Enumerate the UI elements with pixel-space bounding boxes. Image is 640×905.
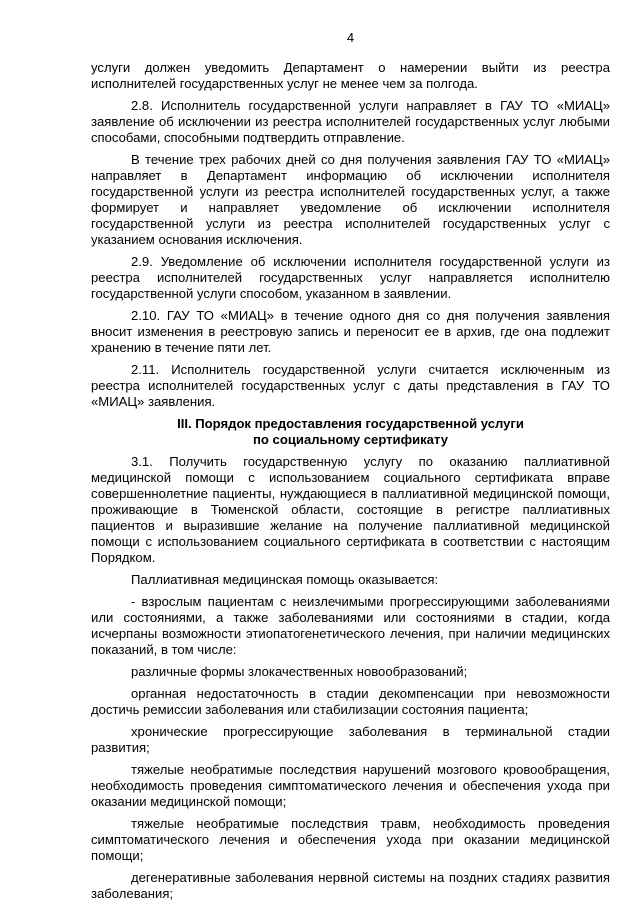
list-item: дегенеративные заболевания нервной системы на поздних стадиях развития заболевания; [91,870,610,901]
list-item: тяжелые необратимые последствия нарушений мозгового кровообращения, необходимость проведения симптоматического лечения и обеспечения ухода при оказании медицинской помощи; [91,762,610,809]
list-item: тяжелые необратимые последствия травм, необходимость проведения симптоматического лечения и обеспечения ухода при оказании медицинской помощи; [91,816,610,863]
page-number: 4 [346,30,355,45]
paragraph: В течение трех рабочих дней со дня получения заявления ГАУ ТО «МИАЦ» направляет в Департамент информацию об исключении исполнителя государственной услуги из реестра исполнителей государственных услуг, а также формирует и направляет уведомление об исключении исполнителя государственной услуги из реестра исполнителей государственных услуг с указанием основания исключения. [91,152,610,247]
paragraph: 2.11. Исполнитель государственной услуги считается исключенным из реестра исполнителей государственных услуг с даты представления в ГАУ ТО «МИАЦ» заявления. [91,362,610,409]
paragraph: 3.1. Получить государственную услугу по оказанию паллиативной медицинской помощи с использованием социального сертификата вправе совершеннолетние пациенты, нуждающиеся в паллиативной медицинской помощи, проживающие в Тюменской области, состоящие в регистре паллиативных пациентов и выразившие желание на получение паллиативной медицинской помощи с использованием социального сертификата в соответствии с настоящим Порядком. [91,454,610,565]
list-item: различные формы злокачественных новообразований; [131,664,468,679]
paragraph: услуги должен уведомить Департамент о намерении выйти из реестра исполнителей государственных услуг не менее чем за полгода. [91,60,610,91]
document-body [91,60,610,902]
list-item: хронические прогрессирующие заболевания в терминальной стадии развития; [91,724,610,755]
paragraph: Паллиативная медицинская помощь оказывается: [131,572,439,587]
list-item: - взрослым пациентам с неизлечимыми прогрессирующими заболеваниями или состояниями, а также заболеваниями или состояниями в стадии, когда исчерпаны возможности этиопатогенетического лечения, при наличии медицинских показаний, в том числе: [91,594,610,657]
section-heading-line-2: по социальному сертификату [253,432,448,447]
paragraph: 2.8. Исполнитель государственной услуги направляет в ГАУ ТО «МИАЦ» заявление об исключении из реестра исполнителей государственных услуг любыми способами, способными подтвердить отправление. [91,98,610,145]
paragraph: 2.10. ГАУ ТО «МИАЦ» в течение одного дня со дня получения заявления вносит изменения в реестровую запись и переносит ее в архив, где она подлежит хранению в течение пяти лет. [91,308,610,355]
paragraph: 2.9. Уведомление об исключении исполнителя государственной услуги из реестра исполнителей государственных услуг направляется исполнителю государственной услуги способом, указанном в заявлении. [91,254,610,301]
section-heading [91,416,610,448]
section-heading-line-1: III. Порядок предоставления государственной услуги [177,416,524,431]
list-item: органная недостаточность в стадии декомпенсации при невозможности достичь ремиссии заболевания или стабилизации состояния пациента; [91,686,610,717]
